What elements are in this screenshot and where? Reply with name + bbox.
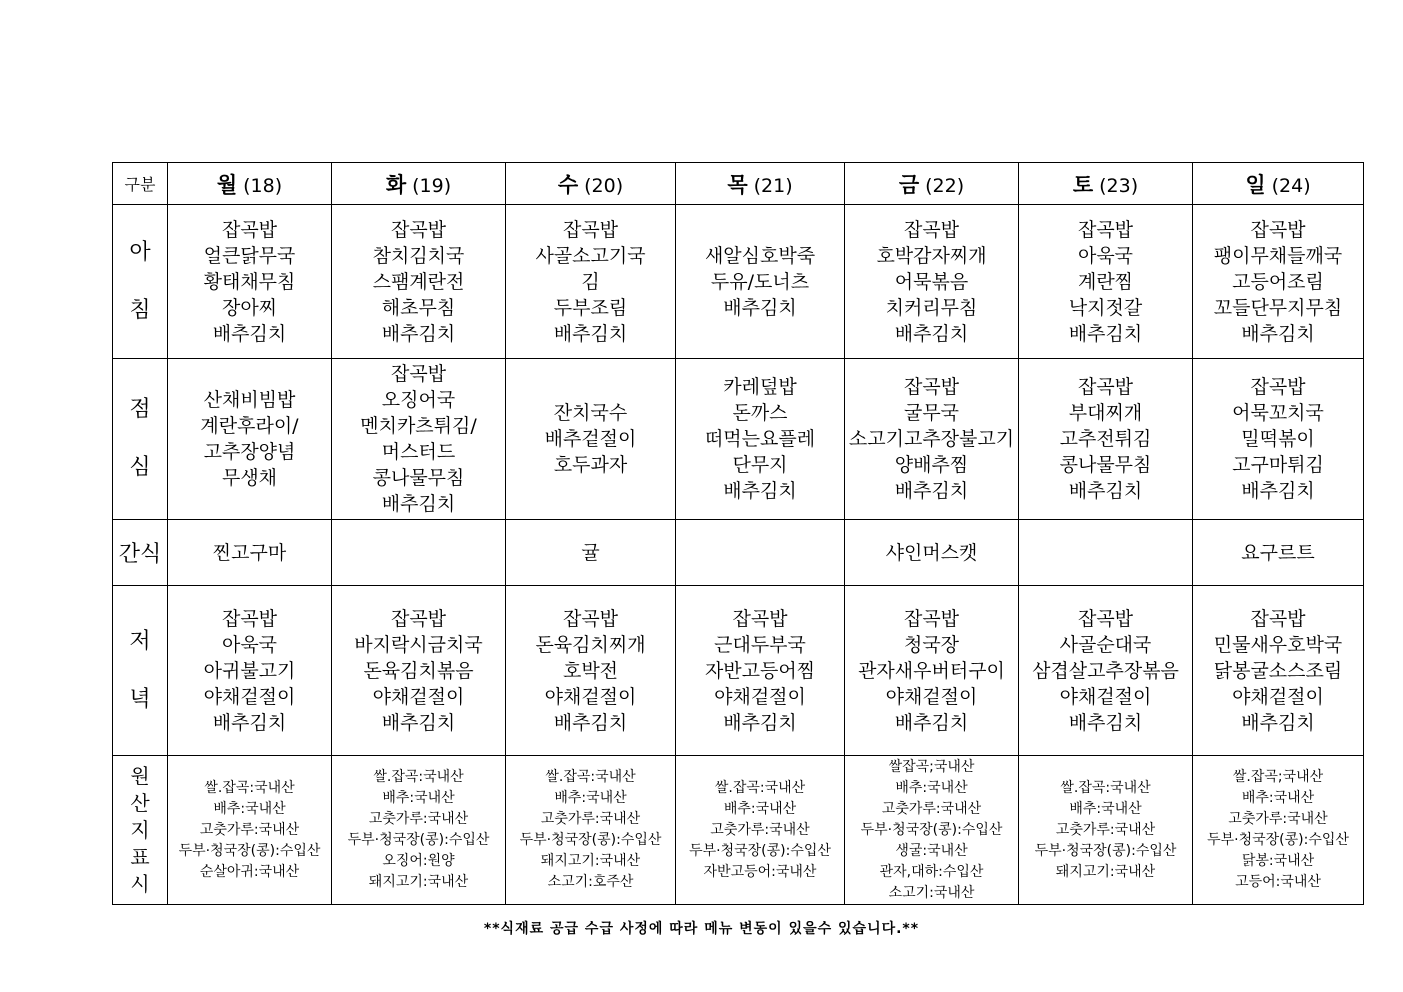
menu-cell bbox=[1193, 359, 1364, 520]
menu-line: 두부·청국장(콩):수입산 bbox=[519, 832, 662, 848]
menu-line: 시 bbox=[130, 871, 150, 896]
menu-line: 배추:국내산 bbox=[213, 800, 286, 817]
menu-line: 소고기:호주산 bbox=[547, 874, 634, 890]
menu-cell bbox=[506, 359, 676, 520]
menu-line: 바지락시금치국 bbox=[354, 633, 483, 656]
menu-line: 쌀.잡곡:국내산 bbox=[714, 779, 806, 796]
menu-cell bbox=[676, 586, 845, 756]
menu-line: 스팸계란전 bbox=[372, 270, 465, 293]
menu-line: 호박감자찌개 bbox=[876, 244, 987, 267]
menu-line: 잡곡밥 bbox=[1250, 376, 1306, 398]
menu-line: 고춧가루:국내산 bbox=[199, 821, 300, 838]
menu-line: 배추김치 bbox=[1068, 711, 1143, 734]
row-label-char: 침 bbox=[129, 297, 151, 323]
menu-line: 고구마튀김 bbox=[1232, 454, 1324, 476]
day-name: 수 bbox=[557, 172, 579, 197]
menu-line: 잡곡밥 bbox=[221, 607, 278, 630]
menu-cell bbox=[845, 359, 1019, 520]
menu-cell bbox=[1193, 586, 1364, 756]
day-name: 금 bbox=[898, 172, 920, 197]
row-label-lunch bbox=[113, 359, 168, 520]
menu-line: 산 bbox=[130, 790, 150, 815]
menu-line: 굴무국 bbox=[903, 402, 960, 424]
origin-cell bbox=[506, 756, 676, 905]
menu-cell bbox=[1019, 586, 1193, 756]
menu-line: 고춧가루:국내산 bbox=[1055, 821, 1156, 838]
menu-line: 새알심호박죽 bbox=[704, 244, 816, 267]
menu-line: 배추김치 bbox=[723, 296, 797, 319]
menu-line: 잡곡밥 bbox=[221, 218, 278, 241]
row-label-snack: 간식 bbox=[113, 520, 168, 586]
snack-cell bbox=[1019, 520, 1193, 586]
header-row bbox=[113, 163, 1364, 205]
menu-line: 자반고등어찜 bbox=[704, 659, 816, 682]
day-name: 월 bbox=[216, 172, 238, 197]
menu-cell bbox=[332, 586, 506, 756]
day-name: 목 bbox=[727, 172, 748, 197]
menu-line: 돼지고기:국내산 bbox=[368, 874, 469, 890]
menu-line: 아욱국 bbox=[1077, 244, 1134, 267]
menu-line: 배추김치 bbox=[212, 322, 287, 345]
menu-line: 고춧가루:국내산 bbox=[368, 811, 469, 827]
menu-line: 닭봉:국내산 bbox=[1241, 853, 1315, 869]
day-header bbox=[845, 163, 1019, 205]
menu-line: 황태채무침 bbox=[203, 270, 296, 293]
snack-row bbox=[113, 520, 1364, 586]
menu-line: 양배추찜 bbox=[894, 454, 969, 476]
menu-line: 잡곡밥 bbox=[390, 218, 447, 241]
menu-line: 순살아귀:국내산 bbox=[199, 863, 300, 880]
menu-line: 고춧가루:국내산 bbox=[540, 811, 641, 827]
menu-cell bbox=[506, 205, 676, 359]
menu-line: 표 bbox=[130, 844, 150, 869]
menu-line: 잡곡밥 bbox=[903, 376, 960, 398]
menu-line: 아욱국 bbox=[221, 633, 278, 656]
menu-line: 카레덮밥 bbox=[723, 376, 797, 398]
menu-line: 청국장 bbox=[903, 633, 960, 656]
menu-line: 계란후라이/ bbox=[200, 415, 299, 437]
menu-cell bbox=[676, 359, 845, 520]
snack-cell: 찐고구마 bbox=[168, 520, 332, 586]
menu-line: 배추김치 bbox=[553, 322, 628, 345]
menu-line: 쌀.잡곡;국내산 bbox=[1232, 769, 1324, 785]
menu-cell bbox=[168, 359, 332, 520]
menu-cell bbox=[1019, 359, 1193, 520]
menu-cell bbox=[845, 205, 1019, 359]
menu-line: 쌀잡곡;국내산 bbox=[888, 758, 975, 775]
menu-line: 잡곡밥 bbox=[1077, 376, 1134, 398]
menu-line: 배추겉절이 bbox=[544, 428, 637, 450]
menu-line: 배추:국내산 bbox=[895, 779, 968, 796]
day-date: (22) bbox=[925, 174, 965, 197]
menu-line: 배추:국내산 bbox=[554, 790, 627, 806]
menu-cell bbox=[168, 205, 332, 359]
menu-line: 고춧가루:국내산 bbox=[1228, 811, 1328, 827]
menu-line: 참치김치국 bbox=[372, 244, 465, 267]
menu-line: 두유/도너츠 bbox=[710, 270, 810, 293]
menu-cell bbox=[676, 205, 845, 359]
snack-cell: 요구르트 bbox=[1193, 520, 1364, 586]
menu-line: 오징어국 bbox=[381, 389, 456, 411]
menu-line: 아귀불고기 bbox=[203, 659, 296, 682]
menu-line: 잡곡밥 bbox=[1077, 607, 1134, 630]
menu-line: 배추김치 bbox=[723, 711, 797, 734]
day-header bbox=[506, 163, 676, 205]
menu-line: 배추김치 bbox=[1068, 322, 1143, 345]
menu-line: 배추:국내산 bbox=[382, 790, 455, 806]
origin-row bbox=[113, 756, 1364, 905]
menu-line: 밀떡볶이 bbox=[1241, 428, 1315, 450]
menu-line: 소고기고추장불고기 bbox=[848, 428, 1015, 450]
footnote: **식재료 공급 수급 사정에 따라 메뉴 변동이 있을수 있습니다.** bbox=[483, 921, 920, 937]
menu-line: 호두과자 bbox=[553, 454, 628, 476]
menu-line: 돈까스 bbox=[732, 402, 788, 424]
menu-line: 관자,대하:수입산 bbox=[879, 863, 984, 880]
menu-line: 치커리무침 bbox=[885, 296, 978, 319]
menu-line: 야채겉절이 bbox=[1232, 685, 1324, 708]
day-date: (18) bbox=[243, 174, 283, 197]
origin-cell bbox=[676, 756, 845, 905]
menu-line: 고등어조림 bbox=[1232, 270, 1324, 293]
weekly-menu-table bbox=[112, 162, 1364, 905]
menu-cell bbox=[168, 586, 332, 756]
snack-cell bbox=[676, 520, 845, 586]
menu-line: 자반고등어:국내산 bbox=[703, 863, 817, 880]
menu-line: 쌀.잡곡:국내산 bbox=[204, 779, 295, 796]
menu-line: 떠먹는요플레 bbox=[704, 428, 816, 450]
menu-line: 야채겉절이 bbox=[544, 685, 637, 708]
menu-line: 돈육김치찌개 bbox=[535, 633, 646, 656]
menu-line: 계란찜 bbox=[1077, 270, 1134, 293]
menu-line: 잡곡밥 bbox=[390, 363, 447, 385]
row-label-char: 저 bbox=[129, 628, 151, 654]
header-corner: 구분 bbox=[113, 163, 168, 205]
menu-line: 어묵꼬치국 bbox=[1232, 402, 1324, 424]
menu-line: 쌀.잡곡:국내산 bbox=[545, 769, 636, 785]
menu-line: 배추김치 bbox=[894, 480, 969, 502]
day-date: (19) bbox=[412, 174, 452, 197]
menu-line: 사골순대국 bbox=[1059, 633, 1152, 656]
snack-cell: 샤인머스캣 bbox=[845, 520, 1019, 586]
menu-line: 야채겉절이 bbox=[203, 685, 296, 708]
menu-line: 고등어:국내산 bbox=[1235, 874, 1321, 890]
menu-line: 멘치카츠튀김/ bbox=[360, 415, 477, 437]
origin-cell bbox=[845, 756, 1019, 905]
menu-line: 생굴:국내산 bbox=[895, 842, 968, 859]
origin-cell bbox=[332, 756, 506, 905]
breakfast-row bbox=[113, 205, 1364, 359]
menu-line: 김 bbox=[581, 270, 600, 293]
day-header bbox=[332, 163, 506, 205]
menu-cell bbox=[1193, 205, 1364, 359]
menu-line: 잡곡밥 bbox=[1250, 607, 1306, 630]
menu-line: 꼬들단무지무침 bbox=[1213, 296, 1343, 319]
menu-cell bbox=[332, 359, 506, 520]
menu-line: 무생채 bbox=[221, 467, 278, 489]
row-label-origin bbox=[113, 756, 168, 905]
lunch-row bbox=[113, 359, 1364, 520]
menu-line: 낙지젓갈 bbox=[1068, 296, 1143, 319]
menu-line: 관자새우버터구이 bbox=[858, 659, 1005, 682]
menu-line: 두부·청국장(콩):수입산 bbox=[860, 821, 1003, 838]
menu-line: 장아찌 bbox=[221, 296, 278, 319]
origin-cell bbox=[168, 756, 332, 905]
row-label-dinner bbox=[113, 586, 168, 756]
day-name: 일 bbox=[1245, 172, 1266, 197]
menu-line: 오징어:원양 bbox=[382, 853, 455, 869]
dinner-row bbox=[113, 586, 1364, 756]
menu-line: 배추김치 bbox=[381, 322, 456, 345]
menu-line: 해초무침 bbox=[381, 296, 456, 319]
menu-line: 잡곡밥 bbox=[732, 607, 788, 630]
day-header bbox=[1019, 163, 1193, 205]
day-date: (20) bbox=[584, 174, 624, 197]
menu-line: 고춧가루:국내산 bbox=[710, 821, 810, 838]
menu-line: 잡곡밥 bbox=[903, 218, 960, 241]
menu-line: 두부·청국장(콩):수입산 bbox=[1207, 832, 1349, 848]
menu-line: 쌀.잡곡:국내산 bbox=[373, 769, 464, 785]
day-name: 화 bbox=[385, 172, 407, 197]
menu-line: 민물새우호박국 bbox=[1213, 633, 1343, 656]
menu-line: 돼지고기:국내산 bbox=[1055, 863, 1156, 880]
snack-cell bbox=[332, 520, 506, 586]
menu-line: 지 bbox=[130, 817, 150, 842]
menu-line: 배추김치 bbox=[894, 322, 969, 345]
row-label-char: 점 bbox=[129, 397, 151, 422]
menu-line: 배추:국내산 bbox=[1069, 800, 1142, 817]
menu-line: 원 bbox=[130, 763, 150, 788]
menu-line: 배추김치 bbox=[381, 711, 456, 734]
menu-line: 잡곡밥 bbox=[562, 607, 619, 630]
menu-line: 배추김치 bbox=[723, 480, 797, 502]
menu-line: 배추김치 bbox=[1241, 322, 1315, 345]
day-date: (23) bbox=[1099, 174, 1139, 197]
day-header bbox=[168, 163, 332, 205]
menu-line: 고추전튀김 bbox=[1059, 428, 1152, 450]
menu-line: 배추김치 bbox=[1068, 480, 1143, 502]
menu-line: 배추김치 bbox=[381, 493, 456, 515]
menu-line: 배추김치 bbox=[553, 711, 628, 734]
menu-line: 잡곡밥 bbox=[903, 607, 960, 630]
menu-line: 쌀.잡곡:국내산 bbox=[1060, 779, 1151, 796]
day-date: (24) bbox=[1271, 174, 1311, 197]
menu-line: 두부·청국장(콩):수입산 bbox=[689, 842, 831, 859]
menu-line: 야채겉절이 bbox=[885, 685, 978, 708]
menu-line: 돼지고기:국내산 bbox=[540, 853, 641, 869]
menu-line: 팽이무채들깨국 bbox=[1213, 244, 1343, 267]
menu-line: 사골소고기국 bbox=[535, 244, 646, 267]
menu-line: 부대찌개 bbox=[1068, 402, 1143, 424]
menu-line: 어묵볶음 bbox=[894, 270, 969, 293]
menu-line: 배추김치 bbox=[894, 711, 969, 734]
menu-line: 소고기:국내산 bbox=[888, 884, 975, 901]
menu-line: 두부·청국장(콩):수입산 bbox=[347, 832, 490, 848]
menu-line: 야채겉절이 bbox=[714, 685, 806, 708]
menu-line: 근대두부국 bbox=[714, 633, 806, 656]
menu-line: 호박전 bbox=[562, 659, 619, 682]
menu-line: 돈육김치볶음 bbox=[363, 659, 474, 682]
menu-line: 단무지 bbox=[732, 454, 788, 476]
menu-line: 고춧가루:국내산 bbox=[881, 800, 982, 817]
menu-cell bbox=[1019, 205, 1193, 359]
menu-line: 두부·청국장(콩):수입산 bbox=[178, 842, 321, 859]
day-header bbox=[1193, 163, 1364, 205]
menu-line: 배추김치 bbox=[1241, 711, 1315, 734]
menu-line: 야채겉절이 bbox=[1059, 685, 1152, 708]
menu-line: 두부·청국장(콩):수입산 bbox=[1034, 842, 1177, 859]
menu-line: 배추:국내산 bbox=[723, 800, 797, 817]
menu-line: 콩나물무침 bbox=[372, 467, 465, 489]
menu-line: 잡곡밥 bbox=[1250, 218, 1306, 241]
day-name: 토 bbox=[1072, 172, 1094, 197]
menu-line: 머스터드 bbox=[381, 441, 456, 463]
row-label-char: 녁 bbox=[129, 686, 151, 712]
row-label-char: 심 bbox=[129, 455, 151, 480]
day-date: (21) bbox=[753, 174, 793, 197]
origin-cell bbox=[1193, 756, 1364, 905]
menu-line: 닭봉굴소스조림 bbox=[1213, 659, 1343, 682]
menu-line: 콩나물무침 bbox=[1059, 454, 1152, 476]
menu-line: 배추:국내산 bbox=[1241, 790, 1315, 806]
menu-line: 잡곡밥 bbox=[562, 218, 619, 241]
menu-cell bbox=[332, 205, 506, 359]
menu-line: 잔치국수 bbox=[553, 402, 628, 424]
menu-line: 두부조림 bbox=[553, 296, 628, 319]
menu-line: 잡곡밥 bbox=[390, 607, 447, 630]
row-label-char: 아 bbox=[129, 239, 151, 265]
snack-cell: 귤 bbox=[506, 520, 676, 586]
day-header bbox=[676, 163, 845, 205]
row-label-breakfast bbox=[113, 205, 168, 359]
menu-line: 고추장양념 bbox=[203, 441, 296, 463]
menu-line: 배추김치 bbox=[212, 711, 287, 734]
menu-line: 야채겉절이 bbox=[372, 685, 465, 708]
menu-cell bbox=[506, 586, 676, 756]
menu-line: 얼큰닭무국 bbox=[203, 244, 296, 267]
menu-line: 삼겹살고추장볶음 bbox=[1032, 659, 1179, 682]
menu-line: 산채비빔밥 bbox=[203, 389, 296, 411]
menu-cell bbox=[845, 586, 1019, 756]
menu-line: 잡곡밥 bbox=[1077, 218, 1134, 241]
menu-line: 배추김치 bbox=[1241, 480, 1315, 502]
origin-cell bbox=[1019, 756, 1193, 905]
